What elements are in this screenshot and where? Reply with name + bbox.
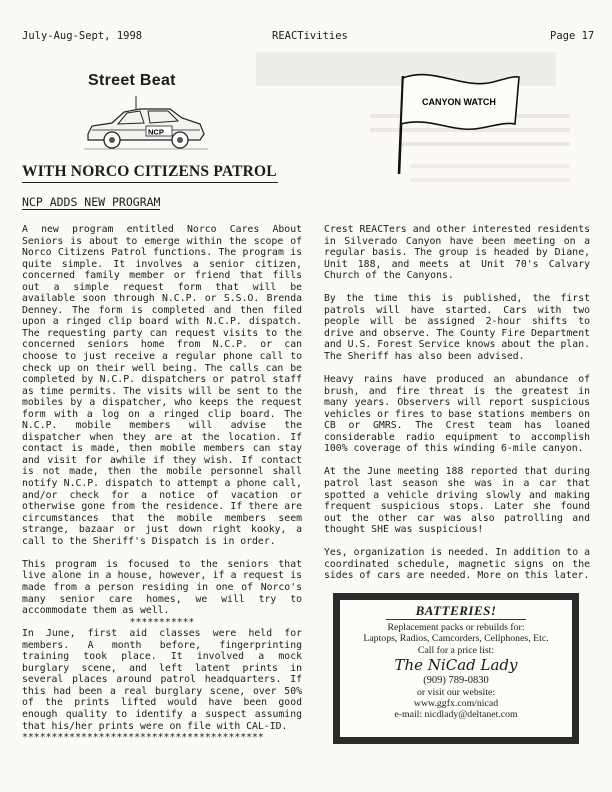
ad-line-call: Call for a price list: (417, 644, 495, 656)
left-paragraph-1: A new program entitled Norco Cares About Seniors is about to emerge within the scope of Norco Citizens Patrol functions. The program is quite simple. It involves a senior citizen, concerned family member or friend that fills out a simple request form that will be available soon through N.C.P. or S.S.O. Brenda Denney. The form is completed and then filed upon a ringed clip board with N.C.P. dispatch. The requesting party can request visits to the concerned seniors home from N.C.P. or can choose to just receive a regular phone call to check up on their well being. The calls can be completed by N.C.P. dispatchers or patrol staff as time permits. The visits will be sent to the mobiles by a dispatcher, who keeps the request form with a log on a ringed clip board. The N.C.P. mobile members will advise the dispatcher when they are at the location. If contact is made, then mobile members can stay and visit for awhile if they wish. If contact is not made, then the mobile personnel shall notify N.C.P. dispatch to attempt a phone call, and/or check for a notice of vacation or otherwise gone from the residence. If there are circumstances that the mobile members seem strange, bazaar or just down right kooky, a call to the Sheriff's Dispatch is in order. (22, 224, 302, 547)
left-column (22, 224, 302, 744)
star-divider-short: *********** (129, 616, 195, 628)
right-paragraph-4: At the June meeting 188 reported that during patrol last season she was in a car that spotted a vehicle driving slowly and making frequent suspicious stops. Later she found out the other car was also patrolling and thought SHE was suspicious! (324, 466, 590, 536)
ad-line-devices: Laptops, Radios, Camcorders, Cellphones, Etc. (363, 633, 549, 645)
car-badge-text: NCP (148, 127, 164, 137)
ad-phone: (909) 789-0830 (423, 675, 489, 687)
section-heading: WITH NORCO CITIZENS PATROL (22, 163, 278, 183)
right-paragraph-2: By the time this is published, the first patrols will have started. Cars with two people will be assigned 2-hour shifts to drive and observe. The County Fire Department and U.S. Forest Service knows about the plan. The Sheriff has also been advised. (324, 293, 590, 363)
ad-heading: BATTERIES! (386, 603, 526, 620)
right-column (324, 224, 590, 594)
ad-line-website-intro: or visit our website: (416, 686, 496, 698)
star-divider-long: ***************************************** (22, 732, 264, 744)
header-publication: REACTivities (272, 30, 348, 42)
canyon-watch-flag-icon (393, 64, 525, 176)
ad-line-replacement: Replacement packs or rebuilds for: (387, 622, 525, 633)
right-paragraph-3: Heavy rains have produced an abundance of brush, and fire threat is the greatest in many years. Observers will report suspicious vehicles or fires to base stations members on CB or GMRS. The Crest team has loaned considerable radio equipment to accomplish 100% coverage of this winding 6-mile canyon. (324, 374, 590, 455)
header-page-number: Page 17 (550, 30, 595, 42)
patrol-car-illustration (84, 96, 208, 154)
left-paragraph-2: This program is focused to the seniors that live alone in a house, however, if a request is made from a person residing in one of Norco's many senior care homes, we will try to accommodate them as well. (22, 558, 302, 617)
right-paragraph-1: Crest REACTers and other interested residents in Silverado Canyon have been meeting on a regular basis. The group is headed by Diane, Unit 188, and meets at Unit 70's Calvary Church of the Canyons. (324, 224, 590, 282)
left-paragraph-3: In June, first aid classes were held for members. A month before, fingerprinting training took place. It involved a mock burglary scene, and left latent prints in several places around patrol headquarters. If this had been a real burglary scene, over 50% of the prints lifted would have been good enough quality to identify a suspect assuming that his/her prints were on file with CAL-ID. (22, 628, 302, 732)
ad-website: www.ggfx.com/nicad (413, 698, 499, 710)
batteries-advertisement (333, 593, 579, 744)
ad-brand: The NiCad Lady (394, 656, 518, 675)
article-title: NCP ADDS NEW PROGRAM (22, 195, 161, 209)
ad-email: e-mail: nicdlady@deltanet.com (394, 709, 518, 721)
header-date: July-Aug-Sept, 1998 (22, 30, 143, 42)
street-beat-title: Street Beat (88, 72, 176, 89)
right-paragraph-5: Yes, organization is needed. In addition to a coordinated schedule, magnetic signs on the sides of cars are needed. More on this later. (324, 547, 590, 582)
flag-label: CANYON WATCH (422, 97, 496, 107)
